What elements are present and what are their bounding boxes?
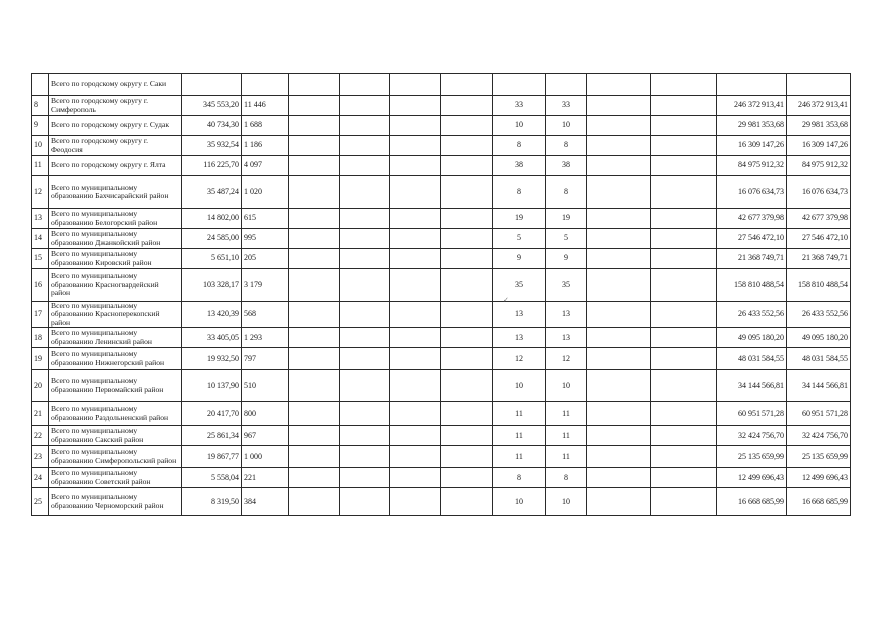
table-row: [32, 348, 851, 370]
empty-cell: [289, 156, 340, 176]
table-row: [32, 402, 851, 426]
empty-cell: [587, 269, 651, 302]
entity-name: Всего по муниципальному образованию Нижнегорский район: [49, 348, 182, 370]
empty-cell: [289, 468, 340, 488]
table-row: [32, 269, 851, 302]
cell-c1: 10 137,90: [182, 370, 242, 402]
cell-c8: 33: [546, 96, 587, 116]
table-row: [32, 426, 851, 446]
entity-name: Всего по муниципальному образованию Бахчисарайский район: [49, 176, 182, 209]
cell-c1: 345 553,20: [182, 96, 242, 116]
cell-c1: 103 328,17: [182, 269, 242, 302]
cell-c7: 33: [493, 96, 546, 116]
cell-c7: 8: [493, 176, 546, 209]
empty-cell: [651, 488, 717, 516]
cell-c1: 14 802,00: [182, 209, 242, 229]
cell-c12: 42 677 379,98: [787, 209, 851, 229]
cell-c8: 10: [546, 488, 587, 516]
cell-c8: 38: [546, 156, 587, 176]
empty-cell: [651, 402, 717, 426]
empty-cell: [651, 446, 717, 468]
cell-c2: 1 020: [242, 176, 289, 209]
entity-name: Всего по муниципальному образованию Кировский район: [49, 249, 182, 269]
cell-c7: 12: [493, 348, 546, 370]
empty-cell: [390, 269, 441, 302]
cell-c1: 33 405,05: [182, 328, 242, 348]
empty-cell: [587, 74, 651, 96]
row-number: 22: [32, 426, 49, 446]
empty-cell: [587, 348, 651, 370]
table-body: [32, 74, 851, 516]
cell-c8: 12: [546, 348, 587, 370]
cell-c12: 158 810 488,54: [787, 269, 851, 302]
cell-c12: 29 981 353,68: [787, 116, 851, 136]
empty-cell: [340, 402, 390, 426]
empty-cell: [651, 426, 717, 446]
row-number: 14: [32, 229, 49, 249]
empty-cell: [289, 348, 340, 370]
empty-cell: [390, 229, 441, 249]
empty-cell: [390, 446, 441, 468]
cell-c12: 49 095 180,20: [787, 328, 851, 348]
empty-cell: [390, 468, 441, 488]
cell-c1: 116 225,70: [182, 156, 242, 176]
table-row: [32, 209, 851, 229]
empty-cell: [587, 446, 651, 468]
cell-c11: 27 546 472,10: [717, 229, 787, 249]
empty-cell: [390, 96, 441, 116]
empty-cell: [340, 249, 390, 269]
cell-c12: 16 309 147,26: [787, 136, 851, 156]
empty-cell: [651, 348, 717, 370]
empty-cell: [587, 249, 651, 269]
table-row: [32, 328, 851, 348]
empty-cell: [390, 249, 441, 269]
cell-c7: 35: [493, 269, 546, 302]
row-number: [32, 74, 49, 96]
entity-name: Всего по муниципальному образованию Симферопольский район: [49, 446, 182, 468]
empty-cell: [587, 370, 651, 402]
empty-cell: [441, 96, 493, 116]
cell-c1: 35 487,24: [182, 176, 242, 209]
cell-c7: 9: [493, 249, 546, 269]
entity-name: Всего по муниципальному образованию Белогорский район: [49, 209, 182, 229]
cell-c7: [493, 74, 546, 96]
empty-cell: [441, 136, 493, 156]
empty-cell: [289, 402, 340, 426]
cell-c2: 615: [242, 209, 289, 229]
table-row: [32, 468, 851, 488]
empty-cell: [340, 488, 390, 516]
empty-cell: [441, 468, 493, 488]
empty-cell: [340, 269, 390, 302]
empty-cell: [340, 446, 390, 468]
cell-c11: 158 810 488,54: [717, 269, 787, 302]
empty-cell: [340, 74, 390, 96]
cell-c11: 16 309 147,26: [717, 136, 787, 156]
entity-name: Всего по городскому округу г. Феодосия: [49, 136, 182, 156]
cell-c1: 5 651,10: [182, 249, 242, 269]
pen-mark: ✓: [503, 296, 509, 304]
cell-c8: 11: [546, 426, 587, 446]
cell-c7: 10: [493, 488, 546, 516]
cell-c7: 8: [493, 468, 546, 488]
empty-cell: [390, 136, 441, 156]
cell-c11: 26 433 552,56: [717, 302, 787, 328]
empty-cell: [651, 209, 717, 229]
empty-cell: [289, 269, 340, 302]
cell-c7: 38: [493, 156, 546, 176]
empty-cell: [289, 302, 340, 328]
empty-cell: [340, 209, 390, 229]
cell-c7: 10: [493, 370, 546, 402]
empty-cell: [441, 156, 493, 176]
empty-cell: [651, 156, 717, 176]
entity-name: Всего по городскому округу г. Судак: [49, 116, 182, 136]
empty-cell: [651, 249, 717, 269]
cell-c8: 11: [546, 446, 587, 468]
empty-cell: [340, 176, 390, 209]
cell-c12: 26 433 552,56: [787, 302, 851, 328]
cell-c12: 12 499 696,43: [787, 468, 851, 488]
cell-c12: 21 368 749,71: [787, 249, 851, 269]
cell-c8: 8: [546, 136, 587, 156]
entity-name: Всего по городскому округу г. Саки: [49, 74, 182, 96]
cell-c7: 13: [493, 328, 546, 348]
row-number: 12: [32, 176, 49, 209]
empty-cell: [587, 96, 651, 116]
table-row: [32, 116, 851, 136]
empty-cell: [651, 136, 717, 156]
table-row: [32, 136, 851, 156]
empty-cell: [289, 74, 340, 96]
empty-cell: [651, 176, 717, 209]
cell-c11: 12 499 696,43: [717, 468, 787, 488]
cell-c8: 35: [546, 269, 587, 302]
empty-cell: [340, 156, 390, 176]
empty-cell: [289, 328, 340, 348]
empty-cell: [390, 156, 441, 176]
empty-cell: [340, 370, 390, 402]
cell-c8: 10: [546, 116, 587, 136]
empty-cell: [587, 488, 651, 516]
empty-cell: [289, 176, 340, 209]
row-number: 24: [32, 468, 49, 488]
cell-c2: 995: [242, 229, 289, 249]
table-row: [32, 446, 851, 468]
cell-c2: 510: [242, 370, 289, 402]
cell-c2: 800: [242, 402, 289, 426]
empty-cell: [390, 426, 441, 446]
cell-c2: [242, 74, 289, 96]
empty-cell: [587, 116, 651, 136]
cell-c2: 797: [242, 348, 289, 370]
table-row: [32, 229, 851, 249]
empty-cell: [289, 136, 340, 156]
empty-cell: [390, 74, 441, 96]
cell-c2: 1 293: [242, 328, 289, 348]
cell-c12: 246 372 913,41: [787, 96, 851, 116]
empty-cell: [390, 402, 441, 426]
cell-c2: 967: [242, 426, 289, 446]
empty-cell: [441, 209, 493, 229]
empty-cell: [289, 370, 340, 402]
cell-c7: 5: [493, 229, 546, 249]
empty-cell: [587, 302, 651, 328]
table-row: [32, 249, 851, 269]
empty-cell: [587, 176, 651, 209]
row-number: 25: [32, 488, 49, 516]
empty-cell: [289, 209, 340, 229]
cell-c8: 10: [546, 370, 587, 402]
cell-c1: 19 867,77: [182, 446, 242, 468]
cell-c8: 13: [546, 302, 587, 328]
row-number: 23: [32, 446, 49, 468]
empty-cell: [340, 116, 390, 136]
empty-cell: [441, 488, 493, 516]
cell-c2: 1 186: [242, 136, 289, 156]
table-row: [32, 176, 851, 209]
cell-c12: 34 144 566,81: [787, 370, 851, 402]
row-number: 17: [32, 302, 49, 328]
empty-cell: [587, 209, 651, 229]
cell-c1: 13 420,39: [182, 302, 242, 328]
empty-cell: [390, 209, 441, 229]
row-number: 19: [32, 348, 49, 370]
table-row: [32, 74, 851, 96]
entity-name: Всего по муниципальному образованию Ленинский район: [49, 328, 182, 348]
entity-name: Всего по муниципальному образованию Красноперекопский район: [49, 302, 182, 328]
row-number: 8: [32, 96, 49, 116]
cell-c7: 19: [493, 209, 546, 229]
cell-c2: 384: [242, 488, 289, 516]
cell-c1: 8 319,50: [182, 488, 242, 516]
cell-c7: 8: [493, 136, 546, 156]
empty-cell: [390, 116, 441, 136]
empty-cell: [651, 468, 717, 488]
empty-cell: [340, 136, 390, 156]
cell-c8: 19: [546, 209, 587, 229]
cell-c12: 16 668 685,99: [787, 488, 851, 516]
empty-cell: [651, 328, 717, 348]
empty-cell: [289, 96, 340, 116]
empty-cell: [651, 302, 717, 328]
empty-cell: [651, 116, 717, 136]
cell-c11: [717, 74, 787, 96]
cell-c2: 221: [242, 468, 289, 488]
entity-name: Всего по муниципальному образованию Джанкойский район: [49, 229, 182, 249]
data-table: [31, 73, 851, 516]
cell-c11: 60 951 571,28: [717, 402, 787, 426]
cell-c11: 84 975 912,32: [717, 156, 787, 176]
empty-cell: [441, 302, 493, 328]
empty-cell: [441, 446, 493, 468]
cell-c8: 11: [546, 402, 587, 426]
cell-c11: 25 135 659,99: [717, 446, 787, 468]
row-number: 9: [32, 116, 49, 136]
cell-c8: 8: [546, 468, 587, 488]
cell-c12: 27 546 472,10: [787, 229, 851, 249]
entity-name: Всего по муниципальному образованию Раздольненский район: [49, 402, 182, 426]
cell-c12: 48 031 584,55: [787, 348, 851, 370]
empty-cell: [651, 269, 717, 302]
cell-c12: 32 424 756,70: [787, 426, 851, 446]
table-row: [32, 156, 851, 176]
cell-c11: 16 076 634,73: [717, 176, 787, 209]
empty-cell: [587, 328, 651, 348]
cell-c2: 1 688: [242, 116, 289, 136]
cell-c7: 10: [493, 116, 546, 136]
cell-c11: 32 424 756,70: [717, 426, 787, 446]
entity-name: Всего по муниципальному образованию Черноморский район: [49, 488, 182, 516]
cell-c8: 5: [546, 229, 587, 249]
cell-c11: 42 677 379,98: [717, 209, 787, 229]
cell-c7: 13: [493, 302, 546, 328]
entity-name: Всего по муниципальному образованию Красногвардейский район: [49, 269, 182, 302]
empty-cell: [390, 488, 441, 516]
empty-cell: [390, 176, 441, 209]
cell-c11: 246 372 913,41: [717, 96, 787, 116]
entity-name: Всего по муниципальному образованию Советский район: [49, 468, 182, 488]
cell-c2: 4 097: [242, 156, 289, 176]
empty-cell: [390, 348, 441, 370]
table-row: [32, 302, 851, 328]
row-number: 16: [32, 269, 49, 302]
cell-c1: 35 932,54: [182, 136, 242, 156]
row-number: 20: [32, 370, 49, 402]
cell-c8: 9: [546, 249, 587, 269]
cell-c11: 21 368 749,71: [717, 249, 787, 269]
cell-c2: 11 446: [242, 96, 289, 116]
cell-c2: 3 179: [242, 269, 289, 302]
cell-c1: [182, 74, 242, 96]
cell-c1: 40 734,30: [182, 116, 242, 136]
table-row: [32, 370, 851, 402]
empty-cell: [441, 229, 493, 249]
empty-cell: [651, 74, 717, 96]
empty-cell: [340, 302, 390, 328]
cell-c8: [546, 74, 587, 96]
cell-c1: 25 861,34: [182, 426, 242, 446]
empty-cell: [651, 96, 717, 116]
empty-cell: [441, 426, 493, 446]
row-number: 15: [32, 249, 49, 269]
cell-c1: 5 558,04: [182, 468, 242, 488]
empty-cell: [390, 328, 441, 348]
cell-c1: 20 417,70: [182, 402, 242, 426]
empty-cell: [587, 156, 651, 176]
cell-c7: 11: [493, 426, 546, 446]
empty-cell: [390, 370, 441, 402]
cell-c7: 11: [493, 402, 546, 426]
cell-c11: 34 144 566,81: [717, 370, 787, 402]
table-row: [32, 488, 851, 516]
empty-cell: [587, 402, 651, 426]
cell-c11: 29 981 353,68: [717, 116, 787, 136]
empty-cell: [441, 402, 493, 426]
empty-cell: [651, 229, 717, 249]
row-number: 18: [32, 328, 49, 348]
empty-cell: [651, 370, 717, 402]
empty-cell: [441, 176, 493, 209]
empty-cell: [587, 136, 651, 156]
empty-cell: [289, 426, 340, 446]
empty-cell: [340, 426, 390, 446]
cell-c7: 11: [493, 446, 546, 468]
empty-cell: [441, 249, 493, 269]
row-number: 21: [32, 402, 49, 426]
cell-c2: 205: [242, 249, 289, 269]
empty-cell: [441, 370, 493, 402]
empty-cell: [289, 229, 340, 249]
cell-c12: [787, 74, 851, 96]
cell-c8: 8: [546, 176, 587, 209]
empty-cell: [289, 249, 340, 269]
entity-name: Всего по городскому округу г. Симферополь: [49, 96, 182, 116]
cell-c2: 568: [242, 302, 289, 328]
empty-cell: [289, 488, 340, 516]
empty-cell: [441, 269, 493, 302]
empty-cell: [441, 348, 493, 370]
entity-name: Всего по муниципальному образованию Сакский район: [49, 426, 182, 446]
empty-cell: [390, 302, 441, 328]
cell-c11: 48 031 584,55: [717, 348, 787, 370]
cell-c2: 1 000: [242, 446, 289, 468]
row-number: 10: [32, 136, 49, 156]
empty-cell: [441, 74, 493, 96]
empty-cell: [340, 96, 390, 116]
row-number: 11: [32, 156, 49, 176]
cell-c12: 60 951 571,28: [787, 402, 851, 426]
cell-c12: 16 076 634,73: [787, 176, 851, 209]
empty-cell: [587, 426, 651, 446]
cell-c8: 13: [546, 328, 587, 348]
cell-c11: 16 668 685,99: [717, 488, 787, 516]
empty-cell: [289, 446, 340, 468]
row-number: 13: [32, 209, 49, 229]
cell-c11: 49 095 180,20: [717, 328, 787, 348]
empty-cell: [289, 116, 340, 136]
empty-cell: [587, 468, 651, 488]
empty-cell: [441, 116, 493, 136]
empty-cell: [340, 328, 390, 348]
entity-name: Всего по городскому округу г. Ялта: [49, 156, 182, 176]
empty-cell: [340, 348, 390, 370]
empty-cell: [587, 229, 651, 249]
empty-cell: [441, 328, 493, 348]
cell-c12: 84 975 912,32: [787, 156, 851, 176]
empty-cell: [340, 468, 390, 488]
cell-c1: 19 932,50: [182, 348, 242, 370]
entity-name: Всего по муниципальному образованию Первомайский район: [49, 370, 182, 402]
table-row: [32, 96, 851, 116]
cell-c12: 25 135 659,99: [787, 446, 851, 468]
cell-c1: 24 585,00: [182, 229, 242, 249]
empty-cell: [340, 229, 390, 249]
